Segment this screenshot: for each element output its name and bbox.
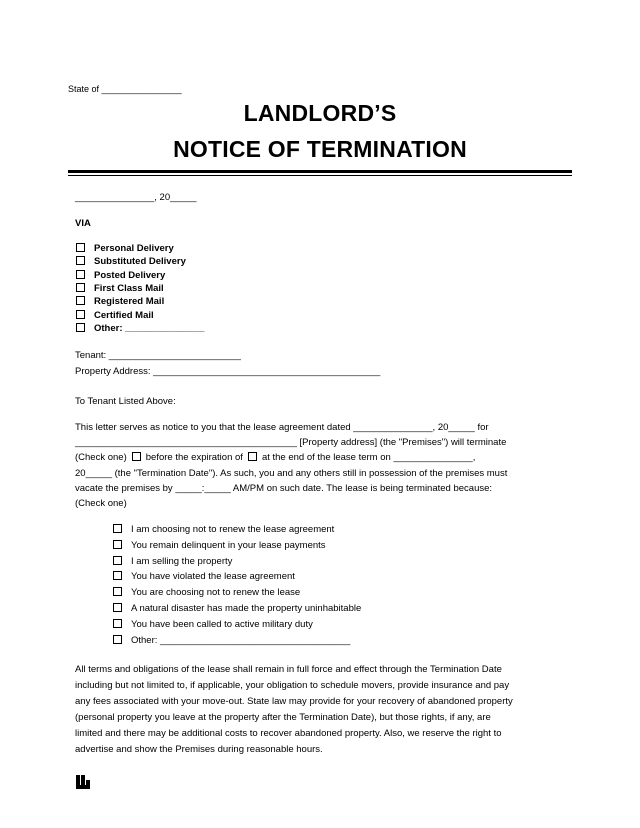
- title-divider-thin: [68, 175, 572, 176]
- checkbox-icon[interactable]: [113, 587, 122, 596]
- reason-label: A natural disaster has made the property uninhabitable: [131, 603, 362, 614]
- reason-delinquent[interactable]: [113, 540, 326, 552]
- via-option-label: Registered Mail: [94, 296, 165, 307]
- via-option-label: Personal Delivery: [94, 243, 174, 254]
- checkbox-icon[interactable]: [113, 524, 122, 533]
- reason-label: You are choosing not to renew the lease: [131, 587, 301, 598]
- closing-line-2: including but not limited to, if applicable, your obligation to schedule movers, provide insurance and pay: [75, 680, 510, 691]
- via-option-label: Substituted Delivery: [94, 256, 186, 267]
- checkbox-icon[interactable]: [113, 603, 122, 612]
- reason-natural-disaster[interactable]: [113, 603, 361, 615]
- closing-line-6: advertise and show the Premises during reasonable hours.: [75, 744, 323, 755]
- document-title-line2: NOTICE OF TERMINATION: [173, 136, 467, 162]
- title-divider-thick: [68, 170, 572, 173]
- via-option-label: Other: _______________: [94, 323, 205, 334]
- checkbox-icon[interactable]: [132, 452, 141, 461]
- via-option-personal-delivery[interactable]: [76, 243, 174, 255]
- body-line-4: 20_____ (the "Termination Date"). As such, you and any others still in possession of the premises must: [75, 468, 508, 479]
- reason-not-renew[interactable]: [113, 524, 334, 536]
- closing-line-3: any fees associated with your move-out. State law may provide for your recovery of abandoned property: [75, 696, 513, 707]
- reason-label: I am choosing not to renew the lease agreement: [131, 524, 335, 535]
- checkbox-icon[interactable]: [76, 243, 85, 252]
- reason-tenant-not-renew[interactable]: [113, 587, 300, 599]
- body-line-2: __________________________________________ [Property address] (the "Premises") will terminate: [75, 437, 507, 448]
- via-heading: VIA: [75, 218, 91, 229]
- via-option-registered-mail[interactable]: [76, 296, 164, 308]
- via-option-first-class-mail[interactable]: [76, 283, 164, 295]
- closing-line-4: (personal property you leave at the property after the Termination Date), but those rights, if any, are: [75, 712, 491, 723]
- date-line: _______________, 20_____: [75, 192, 197, 203]
- checkbox-icon[interactable]: [113, 571, 122, 580]
- state-line: State of ________________: [68, 84, 182, 94]
- document-title-line1: LANDLORD’S: [243, 100, 397, 126]
- checkbox-icon[interactable]: [113, 635, 122, 644]
- reason-label: You have been called to active military duty: [131, 619, 313, 630]
- checkbox-icon[interactable]: [113, 556, 122, 565]
- checkbox-icon[interactable]: [113, 540, 122, 549]
- checkbox-icon[interactable]: [248, 452, 257, 461]
- tenant-field[interactable]: Tenant: _________________________: [75, 350, 241, 361]
- via-option-posted-delivery[interactable]: [76, 270, 165, 282]
- checkbox-icon[interactable]: [76, 270, 85, 279]
- reason-label: I am selling the property: [131, 556, 233, 567]
- checkbox-icon[interactable]: [76, 323, 85, 332]
- brand-logo-icon: [76, 775, 90, 789]
- body-line-1: This letter serves as notice to you that the lease agreement dated _______________, 20_____ for: [75, 422, 489, 433]
- via-option-other[interactable]: [76, 323, 204, 335]
- reason-label: You have violated the lease agreement: [131, 571, 295, 582]
- reason-military-duty[interactable]: [113, 619, 313, 631]
- checkbox-icon[interactable]: [113, 619, 122, 628]
- checkbox-icon[interactable]: [76, 296, 85, 305]
- reason-label: Other: ____________________________________: [131, 635, 351, 646]
- body-line-6: (Check one): [75, 498, 127, 509]
- checkbox-icon[interactable]: [76, 256, 85, 265]
- closing-line-1: All terms and obligations of the lease shall remain in full force and effect through the Termination Date: [75, 664, 502, 675]
- closing-line-5: limited and there may be additional costs to recover abandoned property. Also, we reserve the right to: [75, 728, 502, 739]
- end-of-term-label: at the end of the lease term on _______________,: [261, 452, 476, 463]
- before-expiration-label: before the expiration of: [145, 452, 243, 463]
- check-one-label: (Check one): [75, 452, 127, 463]
- reason-selling[interactable]: [113, 556, 232, 568]
- via-option-label: Posted Delivery: [94, 270, 166, 281]
- body-line-5: vacate the premises by _____:_____ AM/PM on such date. The lease is being terminated because:: [75, 483, 493, 494]
- body-line-3: [75, 452, 475, 464]
- reason-label: You remain delinquent in your lease payments: [131, 540, 326, 551]
- reason-other[interactable]: [113, 635, 350, 647]
- checkbox-icon[interactable]: [76, 310, 85, 319]
- via-option-certified-mail[interactable]: [76, 310, 154, 322]
- via-option-substituted-delivery[interactable]: [76, 256, 186, 268]
- salutation: To Tenant Listed Above:: [75, 396, 176, 407]
- via-option-label: Certified Mail: [94, 310, 154, 321]
- checkbox-icon[interactable]: [76, 283, 85, 292]
- property-address-field[interactable]: Property Address: ___________________________________________: [75, 366, 381, 377]
- via-option-label: First Class Mail: [94, 283, 164, 294]
- reason-violated[interactable]: [113, 571, 295, 583]
